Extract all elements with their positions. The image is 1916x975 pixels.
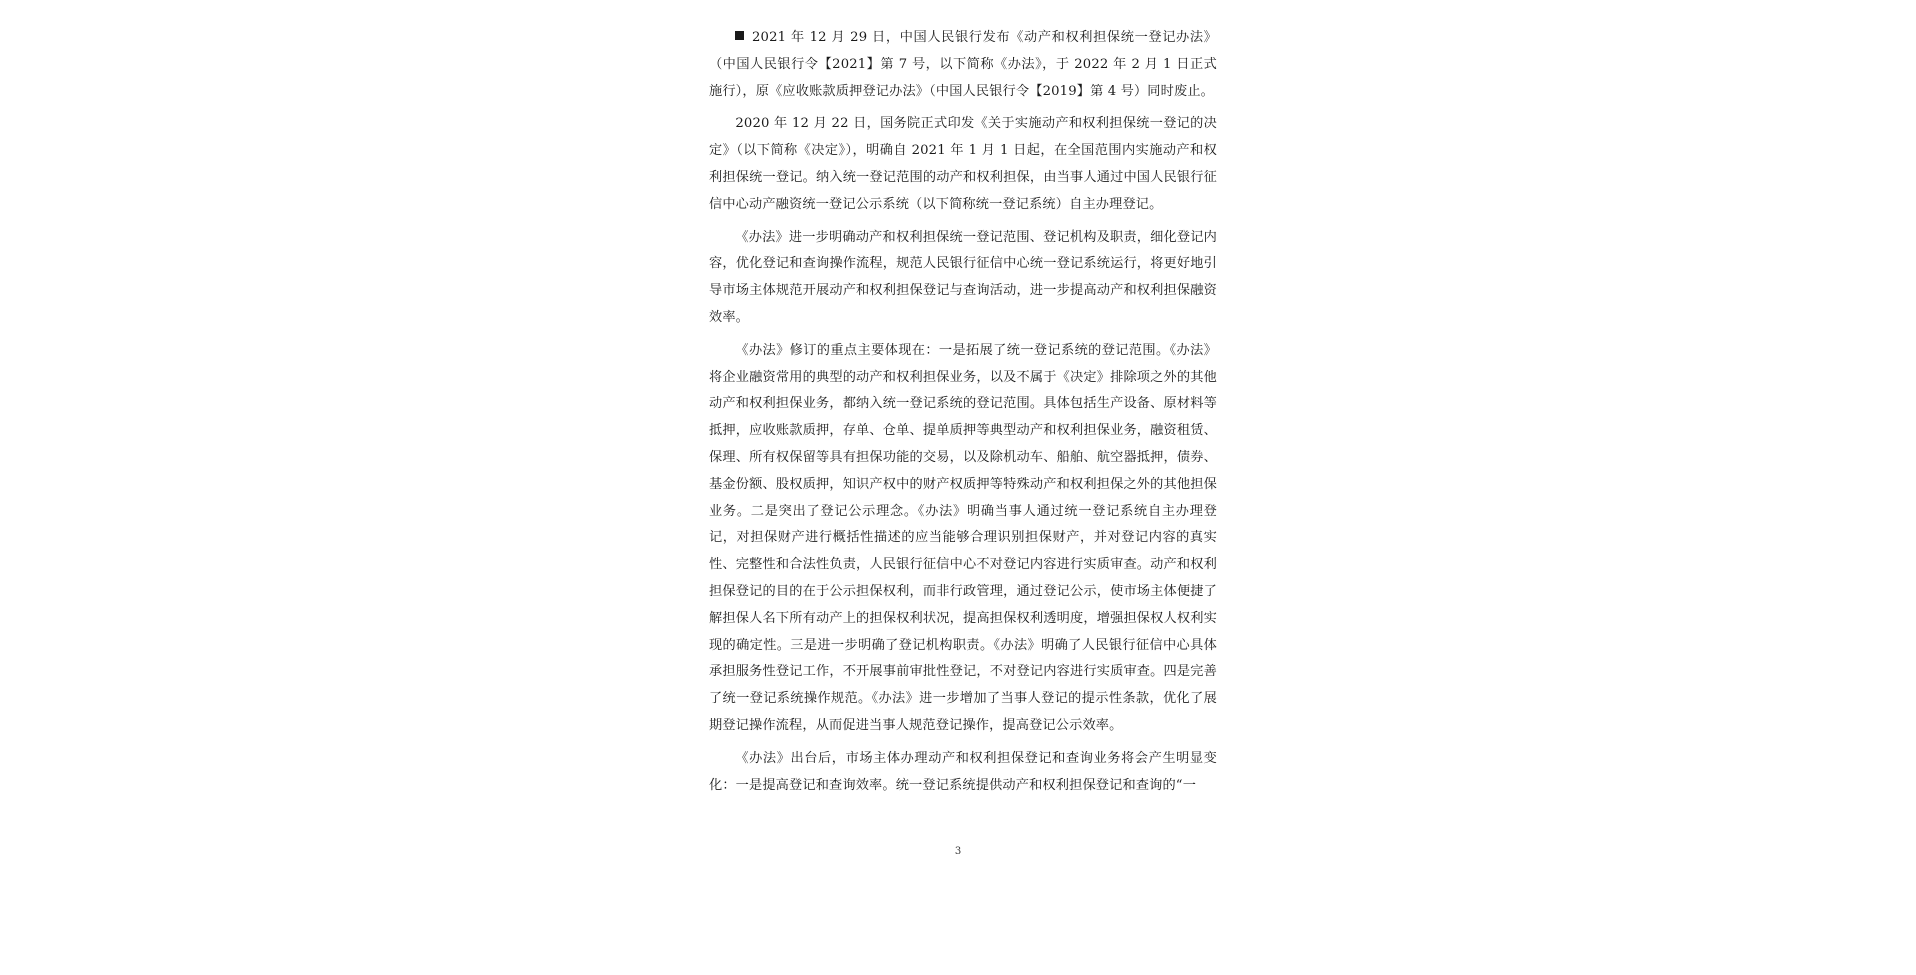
paragraph-text: 2021 年 12 月 29 日，中国人民银行发布《动产和权利担保统一登记办法》（中国人民银行令【2021】第 7 号，以下简称《办法》，于 2022 年 2 月 1 日正式施行），原《应收账款质押登记办法》（中国人民银行令【2019】第 4 号）同时废止。 [709, 30, 1217, 99]
black-square-icon [735, 31, 744, 40]
paragraph: 2020 年 12 月 22 日，国务院正式印发《关于实施动产和权利担保统一登记的决定》（以下简称《决定》），明确自 2021 年 1 月 1 日起，在全国范围内实施动产和权利担保统一登记。纳入统一登记范围的动产和权利担保，由当事人通过中国人民银行征信中心动产融资统一登记公示系统（以下简称统一登记系统）自主办理登记。 [709, 116, 1217, 212]
paragraph-bullet [709, 25, 1217, 105]
paragraph: 《办法》出台后，市场主体办理动产和权利担保登记和查询业务将会产生明显变化：一是提高登记和查询效率。统一登记系统提供动产和权利担保登记和查询的“一 [709, 750, 1217, 793]
page-number: 3 [954, 846, 962, 857]
paragraph: 《办法》修订的重点主要体现在：一是拓展了统一登记系统的登记范围。《办法》将企业融资常用的典型的动产和权利担保业务，以及不属于《决定》排除项之外的其他动产和权利担保业务，都纳入统一登记系统的登记范围。具体包括生产设备、原材料等抵押，应收账款质押，存单、仓单、提单质押等典型动产和权利担保业务，融资租赁、保理、所有权保留等具有担保功能的交易，以及除机动车、船舶、航空器抵押，债券、基金份额、股权质押，知识产权中的财产权质押等特殊动产和权利担保之外的其他担保业务。二是突出了登记公示理念。《办法》明确当事人通过统一登记系统自主办理登记，对担保财产进行概括性描述的应当能够合理识别担保财产，并对登记内容的真实性、完整性和合法性负责，人民银行征信中心不对登记内容进行实质审查。动产和权利担保登记的目的在于公示担保权利，而非行政管理，通过登记公示，使市场主体便捷了解担保人名下所有动产上的担保权利状况，提高担保权利透明度，增强担保权人权利实现的确定性。三是进一步明确了登记机构职责。《办法》明确了人民银行征信中心具体承担服务性登记工作，不开展事前审批性登记，不对登记内容进行实质审查。四是完善了统一登记系统操作规范。《办法》进一步增加了当事人登记的提示性条款，优化了展期登记操作流程，从而促进当事人规范登记操作，提高登记公示效率。 [709, 342, 1217, 733]
text-column [709, 25, 1217, 805]
paragraph: 《办法》进一步明确动产和权利担保统一登记范围、登记机构及职责，细化登记内容，优化登记和查询操作流程，规范人民银行征信中心统一登记系统运行，将更好地引导市场主体规范开展动产和权利担保登记与查询活动，进一步提高动产和权利担保融资效率。 [709, 229, 1217, 325]
